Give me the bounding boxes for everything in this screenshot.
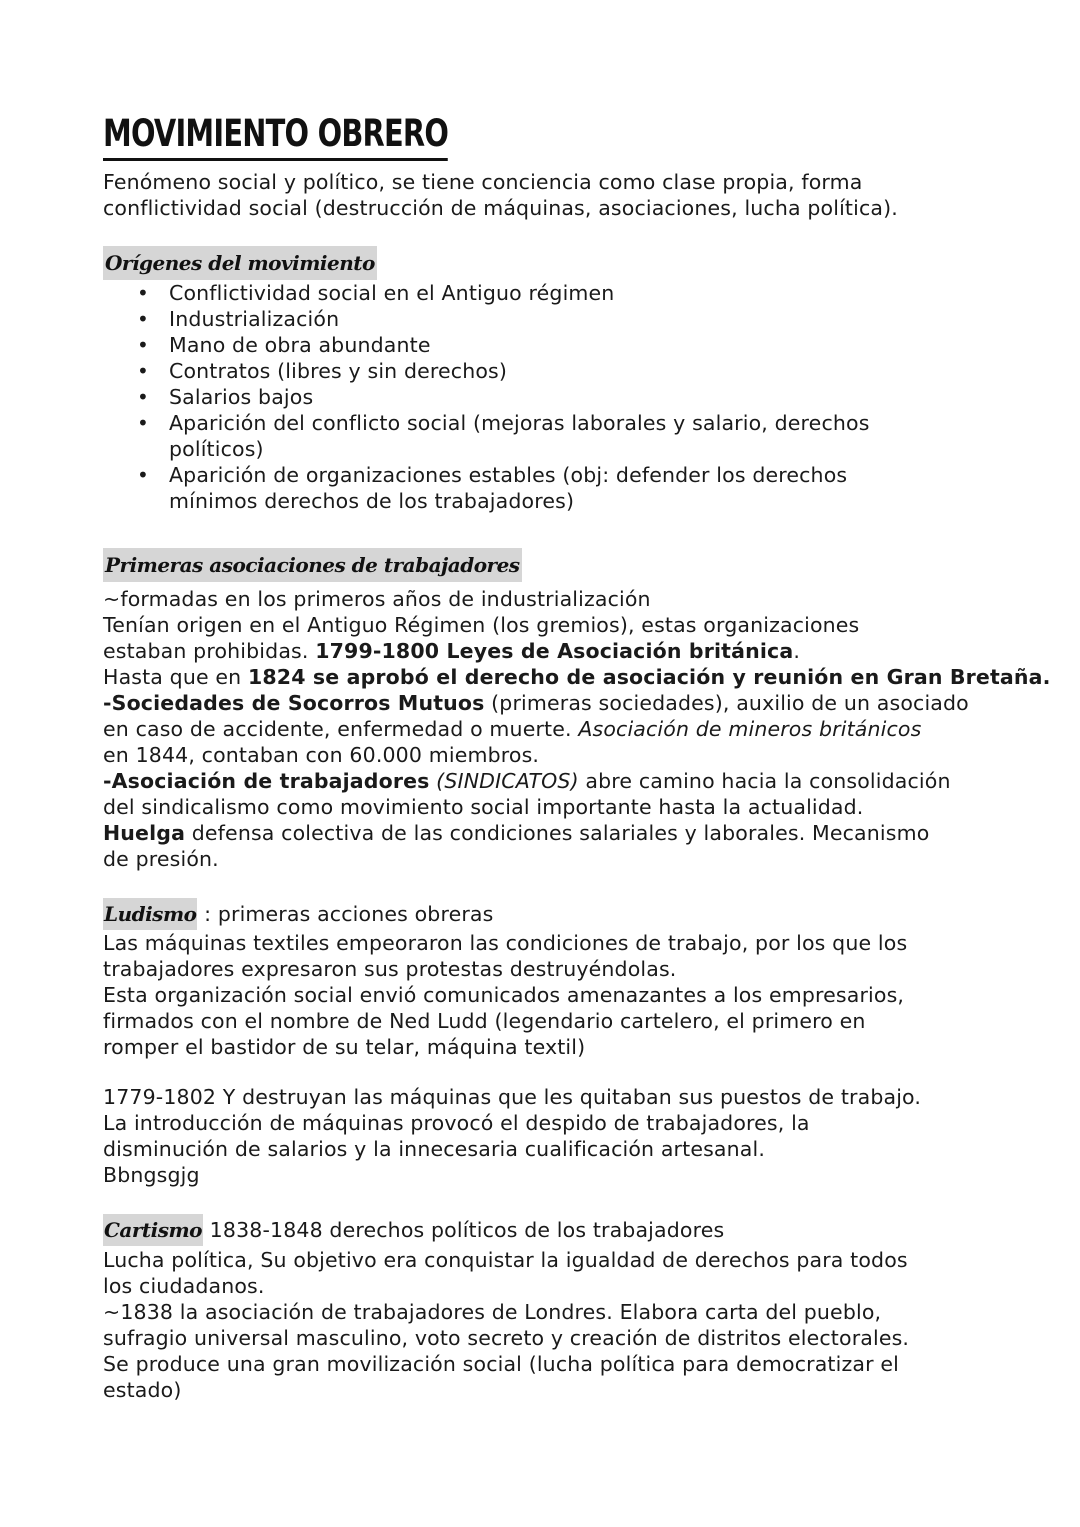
text-line: Bbngsgjg	[103, 1163, 200, 1187]
text-line: ~1838 la asociación de trabajadores de Londres. Elabora carta del pueblo,	[103, 1300, 882, 1324]
document-title: MOVIMIENTO OBRERO	[103, 110, 448, 161]
text-line: La introducción de máquinas provocó el despido de trabajadores, la	[103, 1111, 810, 1135]
section-heading-cartismo: Cartismo	[103, 1214, 203, 1246]
section-heading-ludismo: Ludismo	[103, 898, 197, 930]
list-item: • Mano de obra abundante	[103, 332, 1003, 358]
list-item: • Contratos (libres y sin derechos)	[103, 358, 1003, 384]
section-cartismo	[103, 1214, 724, 1246]
cartismo-subtitle: 1838-1848 derechos políticos de los trabajadores	[203, 1218, 725, 1242]
list-item: • Aparición del conflicto social (mejoras laborales y salario, derechos políticos)	[103, 410, 1003, 462]
intro-line: Fenómeno social y político, se tiene conciencia como clase propia, forma	[103, 170, 863, 194]
document-title-wrap	[103, 110, 545, 161]
list-item: • Industrialización	[103, 306, 1003, 332]
text-line: los ciudadanos.	[103, 1274, 265, 1298]
text-line: disminución de salarios y la innecesaria cualificación artesanal.	[103, 1137, 765, 1161]
section-heading-origenes: Orígenes del movimiento	[103, 246, 377, 280]
text-line: Las máquinas textiles empeoraron las condiciones de trabajo, por los que los	[103, 931, 908, 955]
section-ludismo	[103, 898, 493, 930]
list-item: • Conflictividad social en el Antiguo régimen	[103, 280, 1003, 306]
text-line: Tenían origen en el Antiguo Régimen (los gremios), estas organizaciones	[103, 613, 860, 637]
origenes-list	[103, 280, 1003, 514]
text-line: trabajadores expresaron sus protestas destruyéndolas.	[103, 957, 677, 981]
text-line: ~formadas en los primeros años de industrialización	[103, 587, 651, 611]
section-origenes	[103, 246, 377, 280]
intro-line: conflictividad social (destrucción de máquinas, asociaciones, lucha política).	[103, 196, 898, 220]
text-line: en caso de accidente, enfermedad o muerte. Asociación de mineros británicos	[103, 717, 922, 741]
cartismo-body	[103, 1247, 909, 1403]
text-line: -Sociedades de Socorros Mutuos (primeras sociedades), auxilio de un asociado	[103, 691, 969, 715]
ludismo-body-2	[103, 1084, 921, 1188]
text-line: firmados con el nombre de Ned Ludd (legendario cartelero, el primero en	[103, 1009, 866, 1033]
text-line: Se produce una gran movilización social (lucha política para democratizar el	[103, 1352, 899, 1376]
text-line: Lucha política, Su objetivo era conquistar la igualdad de derechos para todos	[103, 1248, 908, 1272]
section-primeras	[103, 548, 522, 582]
ludismo-body	[103, 930, 907, 1060]
list-item: • Salarios bajos	[103, 384, 1003, 410]
list-item: • Aparición de organizaciones estables (obj: defender los derechos mínimos derechos de los trabajadores)	[103, 462, 1003, 514]
text-line: Hasta que en 1824 se aprobó el derecho de asociación y reunión en Gran Bretaña.	[103, 665, 1051, 689]
text-line: estado)	[103, 1378, 182, 1402]
primeras-body	[103, 586, 1051, 872]
text-line: estaban prohibidas. 1799-1800 Leyes de Asociación británica.	[103, 639, 800, 663]
text-line: 1779-1802 Y destruyan las máquinas que les quitaban sus puestos de trabajo.	[103, 1085, 922, 1109]
text-line: de presión.	[103, 847, 219, 871]
text-line: Esta organización social envió comunicados amenazantes a los empresarios,	[103, 983, 905, 1007]
text-line: -Asociación de trabajadores (SINDICATOS) abre camino hacia la consolidación	[103, 769, 951, 793]
text-line: Huelga defensa colectiva de las condiciones salariales y laborales. Mecanismo	[103, 821, 930, 845]
text-line: del sindicalismo como movimiento social importante hasta la actualidad.	[103, 795, 864, 819]
text-line: sufragio universal masculino, voto secreto y creación de distritos electorales.	[103, 1326, 910, 1350]
text-line: en 1844, contaban con 60.000 miembros.	[103, 743, 540, 767]
intro-paragraph	[103, 169, 898, 221]
text-line: romper el bastidor de su telar, máquina textil)	[103, 1035, 586, 1059]
ludismo-subtitle: : primeras acciones obreras	[197, 902, 494, 926]
section-heading-primeras-asociaciones: Primeras asociaciones de trabajadores	[103, 548, 522, 582]
